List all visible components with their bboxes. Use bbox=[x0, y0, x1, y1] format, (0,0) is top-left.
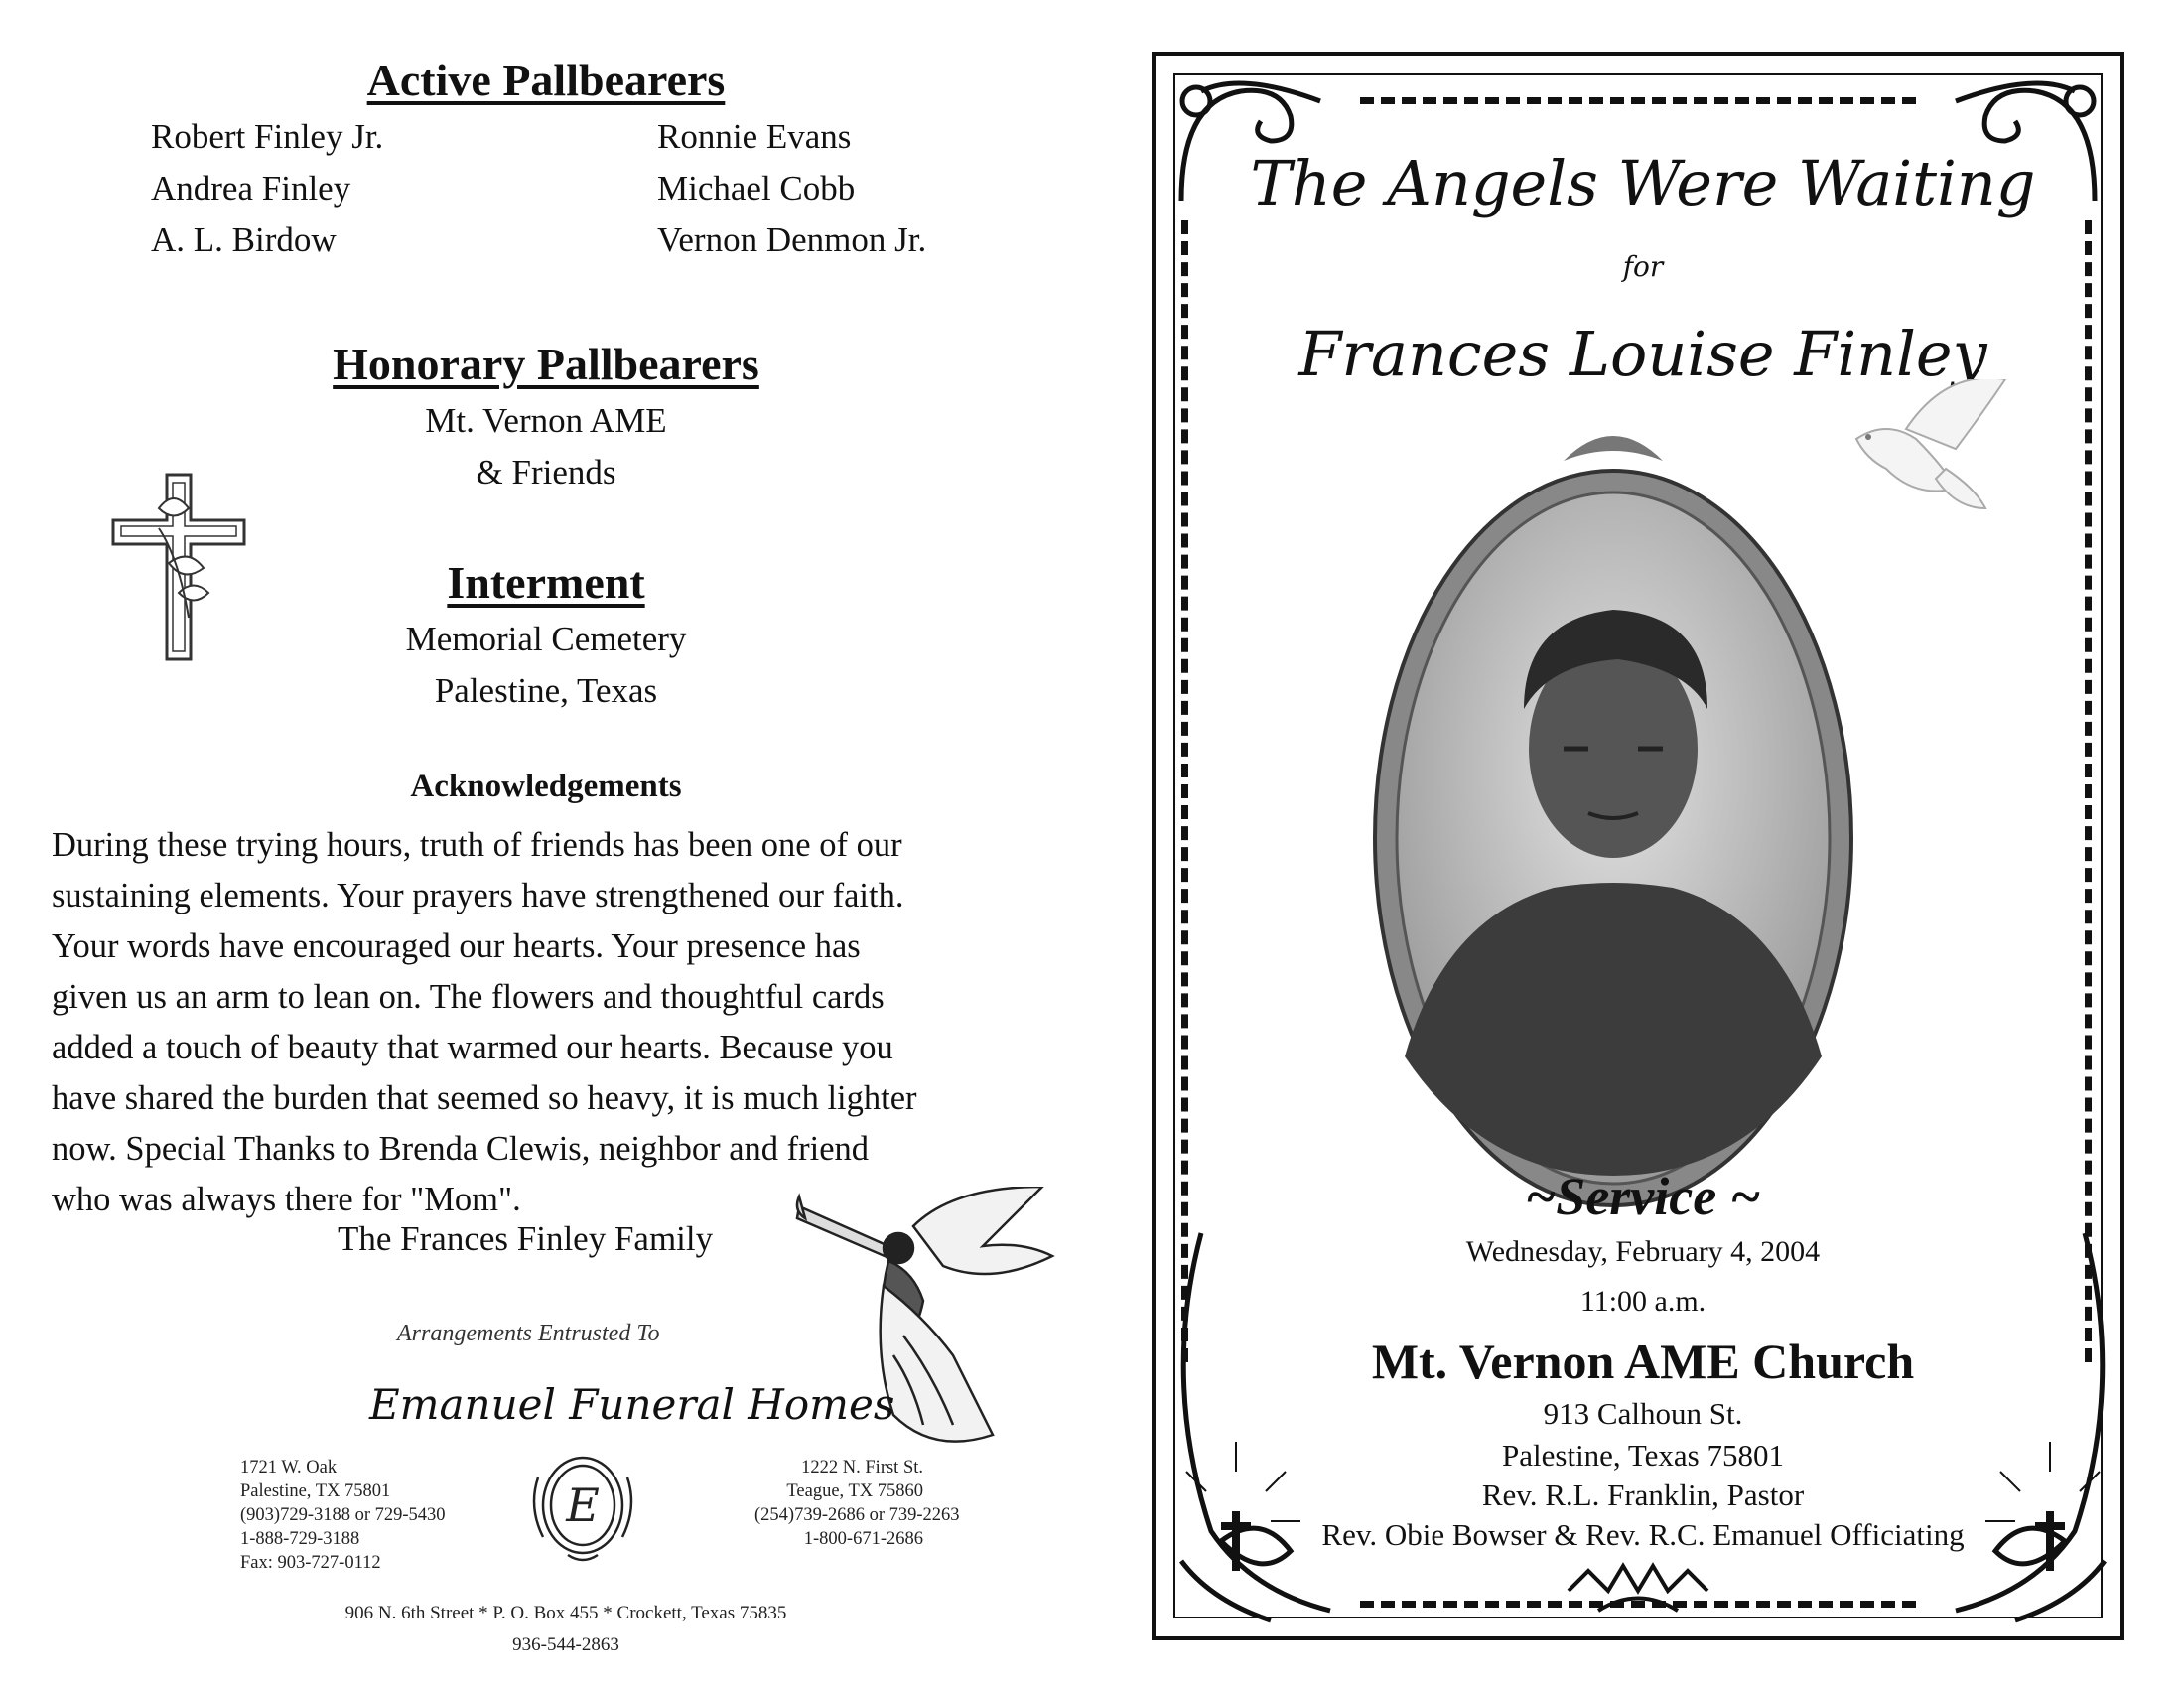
honorary-line: Mt. Vernon AME bbox=[425, 401, 667, 440]
dashed-border-top bbox=[1360, 97, 1916, 110]
ack-line: who was always there for "Mom". bbox=[52, 1181, 521, 1218]
funeral-home-address-left bbox=[240, 1456, 446, 1575]
title-for: for bbox=[1622, 250, 1664, 283]
acknowledgements-heading: Acknowledgements bbox=[410, 769, 682, 804]
ack-line: During these trying hours, truth of friends has been one of our bbox=[52, 826, 902, 864]
address-line: Teague, TX 75860 bbox=[786, 1481, 923, 1501]
right-panel bbox=[1152, 52, 2134, 1650]
honorary-line: & Friends bbox=[476, 453, 616, 492]
address-line: Fax: 903-727-0112 bbox=[240, 1553, 381, 1573]
funeral-home-bottom-address: 906 N. 6th Street * P. O. Box 455 * Crockett, Texas 75835 bbox=[344, 1603, 787, 1623]
funeral-home-name: Emanuel Funeral Homes bbox=[369, 1380, 895, 1429]
address-line: (903)729-3188 or 729-5430 bbox=[240, 1505, 446, 1525]
officiating-line: Rev. Obie Bowser & Rev. R.C. Emanuel Officiating bbox=[1321, 1517, 1965, 1552]
program-title: The Angels Were Waiting bbox=[1250, 147, 2036, 219]
ack-line: have shared the burden that seemed so heavy, it is much lighter bbox=[52, 1079, 917, 1117]
service-time: 11:00 a.m. bbox=[1579, 1285, 1706, 1318]
address-line: Palestine, TX 75801 bbox=[240, 1481, 391, 1501]
address-line: 1721 W. Oak bbox=[240, 1458, 338, 1477]
active-pallbearers-col1 bbox=[151, 111, 383, 266]
portrait-photo bbox=[1365, 421, 1861, 1215]
pallbearer-name: Ronnie Evans bbox=[657, 117, 852, 156]
acknowledgements-signature: The Frances Finley Family bbox=[338, 1219, 714, 1258]
logo-letter: E bbox=[566, 1478, 600, 1532]
address-line: 1222 N. First St. bbox=[801, 1458, 923, 1477]
interment-line: Palestine, Texas bbox=[434, 671, 658, 710]
pallbearer-name: Andrea Finley bbox=[151, 169, 351, 208]
pallbearer-name: Michael Cobb bbox=[657, 169, 856, 208]
ack-line: Your words have encouraged our hearts. Your presence has bbox=[52, 927, 861, 965]
crown-ornament-icon bbox=[1559, 1551, 1717, 1620]
interment-heading: Interment bbox=[447, 557, 645, 608]
pallbearer-name: Vernon Denmon Jr. bbox=[657, 220, 927, 259]
interment-line: Memorial Cemetery bbox=[405, 620, 687, 658]
address-line: (254)739-2686 or 739-2263 bbox=[754, 1505, 960, 1525]
service-heading: ~Service ~ bbox=[1525, 1167, 1761, 1226]
church-address1: 913 Calhoun St. bbox=[1543, 1396, 1743, 1431]
service-date: Wednesday, February 4, 2004 bbox=[1465, 1235, 1821, 1268]
address-line: 1-888-729-3188 bbox=[240, 1529, 360, 1549]
active-pallbearers-heading: Active Pallbearers bbox=[366, 55, 726, 105]
address-line: 1-800-671-2686 bbox=[803, 1529, 923, 1549]
arrangements-label: Arrangements Entrusted To bbox=[397, 1321, 660, 1346]
ack-line: added a touch of beauty that warmed our hearts. Because you bbox=[52, 1029, 893, 1066]
acknowledgements-text bbox=[52, 820, 1064, 1225]
funeral-home-logo bbox=[528, 1448, 637, 1567]
pallbearer-name: A. L. Birdow bbox=[151, 220, 337, 259]
ack-line: given us an arm to lean on. The flowers and thoughtful cards bbox=[52, 978, 885, 1016]
funeral-home-phone: 936-544-2863 bbox=[512, 1634, 619, 1655]
ack-line: now. Special Thanks to Brenda Clewis, neighbor and friend bbox=[52, 1130, 870, 1168]
ack-line: sustaining elements. Your prayers have strengthened our faith. bbox=[52, 877, 904, 914]
deceased-name: Frances Louise Finley bbox=[1298, 318, 1987, 390]
dove-icon bbox=[1846, 379, 2015, 518]
pallbearer-name: Robert Finley Jr. bbox=[151, 117, 384, 156]
honorary-pallbearers-heading: Honorary Pallbearers bbox=[333, 339, 759, 389]
funeral-home-address-right bbox=[754, 1456, 960, 1551]
pastor-line: Rev. R.L. Franklin, Pastor bbox=[1481, 1477, 1805, 1512]
church-address2: Palestine, Texas 75801 bbox=[1502, 1438, 1784, 1473]
church-name: Mt. Vernon AME Church bbox=[1371, 1334, 1915, 1389]
active-pallbearers-col2 bbox=[657, 111, 926, 266]
